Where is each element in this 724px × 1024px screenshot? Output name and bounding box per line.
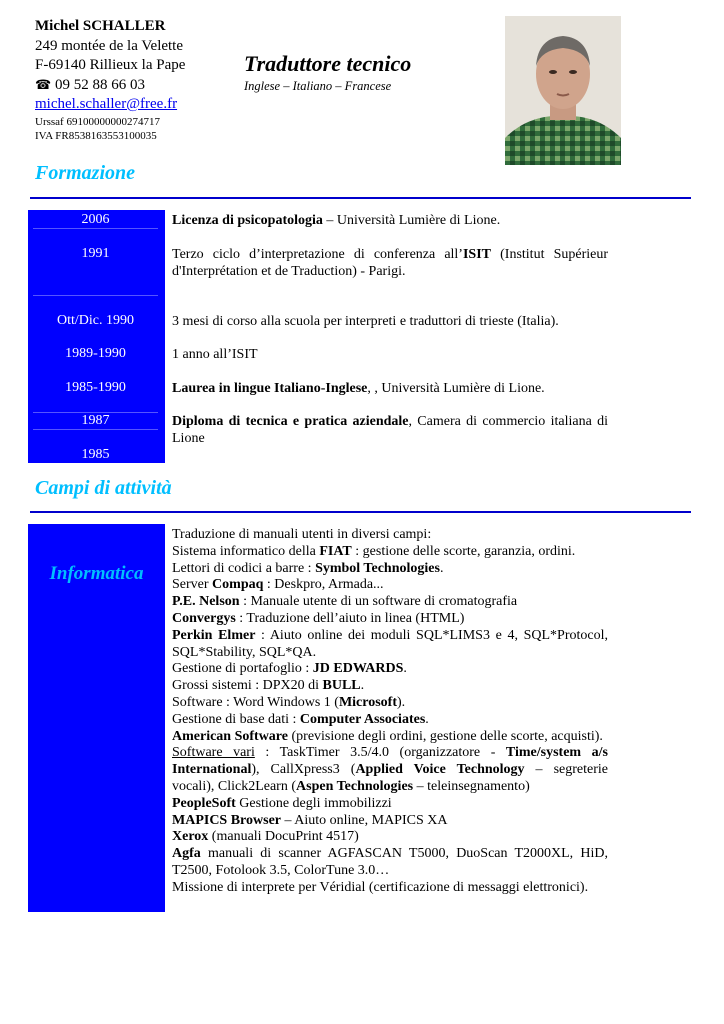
activity-text: : Deskpro, Armada...: [263, 577, 384, 593]
year-label: 1987: [81, 413, 110, 428]
section-heading-campi: Campi di attività: [35, 477, 172, 499]
activity-text: MAPICS Browser: [172, 812, 282, 828]
activity-text: Gestione di portafoglio :: [172, 661, 313, 677]
activity-text: Perkin Elmer: [172, 627, 256, 643]
activity-text: : Manuale utente di un software di cromatografia: [239, 594, 518, 610]
activity-text: .: [403, 661, 407, 677]
activities-list: [172, 527, 608, 897]
category-label: Informatica: [49, 563, 144, 584]
activity-line: [172, 611, 608, 628]
entry-bold: Licenza di psicopatologia: [172, 213, 323, 228]
activity-text: Traduzione di manuali utenti in diversi campi:: [172, 527, 432, 542]
activity-text: – teleinsegnamento): [413, 778, 530, 794]
address-line-1: 249 montée de la Velette: [35, 37, 184, 54]
activity-text: Microsoft: [338, 694, 398, 710]
activity-text: Compaq: [212, 577, 264, 593]
activity-text: Gestione di base dati :: [172, 711, 300, 727]
year-label: 2006: [81, 212, 110, 227]
entry-text: , , Università Lumière di Lione.: [367, 381, 545, 396]
section-heading-formazione: Formazione: [35, 162, 136, 184]
activity-text: FIAT: [319, 543, 352, 559]
activity-line: [172, 594, 608, 611]
entry-text: 1 anno all’ISIT: [172, 347, 258, 362]
activity-text: manuali di scanner AGFASCAN T5000, DuoScan T2000XL, HiD, T2500, Fotolook 3.5, ColorTune 3.0…: [172, 846, 608, 878]
activity-text: (previsione degli ordini, gestione delle scorte, acquisti).: [288, 728, 603, 744]
activity-line: [172, 729, 608, 746]
education-entry: [172, 413, 608, 447]
activity-text: Server: [172, 577, 213, 593]
email-link[interactable]: michel.schaller@free.fr: [35, 96, 178, 112]
entry-bold: ISIT: [462, 247, 492, 262]
education-entry: [172, 380, 608, 397]
activity-text: .: [360, 678, 365, 694]
activity-text: Applied Voice Technology: [355, 762, 525, 778]
activity-text: P.E. Nelson: [172, 594, 240, 610]
activity-text: : TaskTimer 3.5/4.0 (organizzatore -: [254, 745, 506, 761]
activity-line: [172, 880, 608, 897]
activity-line: [172, 628, 608, 662]
activity-text: Agfa: [172, 846, 201, 862]
activity-line: [172, 678, 608, 695]
activity-line: [172, 813, 608, 830]
activity-text: Gestione degli immobilizzi: [235, 795, 392, 811]
entry-text: , Camera di commercio italiana di Lione: [172, 414, 609, 446]
year-label: Ott/Dic. 1990: [57, 313, 134, 328]
activity-text: : Aiuto online dei moduli SQL*LIMS3 e 4, SQL*Protocol, SQL*Stability, SQL*QA.: [172, 627, 608, 660]
entry-bold: Diploma di tecnica e pratica aziendale: [172, 414, 409, 429]
activity-text: Software vari: [172, 745, 255, 761]
phone-icon: ☎: [35, 77, 52, 93]
activity-text: Software : Word Windows 1 (: [172, 694, 339, 710]
activity-text: .: [425, 711, 429, 727]
activity-text: Lettori di codici a barre :: [172, 560, 316, 576]
activity-text: ).: [397, 694, 406, 710]
year-label: 1985: [81, 447, 110, 462]
activity-line: [172, 695, 608, 712]
entry-text: Terzo ciclo d’interpretazione di conferenza all’: [172, 247, 463, 262]
activity-text: – segreterie vocali), Click2Learn (: [172, 762, 608, 794]
year-separator: [33, 295, 158, 296]
activity-text: JD EDWARDS: [312, 661, 404, 677]
year-label: 1985-1990: [65, 380, 126, 395]
activity-line: [172, 561, 608, 578]
activity-line: [172, 745, 608, 795]
year-label: 1991: [81, 246, 110, 261]
education-entry: [172, 212, 608, 229]
activity-line: [172, 577, 608, 594]
education-entry: [172, 246, 608, 280]
job-title: Traduttore tecnico: [244, 51, 412, 76]
activity-text: .: [439, 560, 444, 576]
education-entry: [172, 313, 608, 330]
activity-line: [172, 796, 608, 813]
urssaf-number: Urssaf 69100000000274717: [35, 115, 160, 128]
entry-text: 3 mesi di corso alla scuola per interpreti e traduttori di trieste (Italia).: [172, 314, 559, 329]
activity-text: : Traduzione dell’aiuto in linea (HTML): [235, 610, 465, 626]
activity-text: ), CallXpress3 (: [251, 762, 356, 778]
activity-text: Sistema informatico della: [172, 543, 320, 559]
section-divider: [30, 511, 691, 513]
phone-number: 09 52 88 66 03: [54, 76, 145, 93]
activity-text: Missione di interprete per Véridial (certificazione di messaggi elettronici).: [172, 879, 589, 895]
person-name: Michel SCHALLER: [35, 18, 166, 34]
entry-text: (Institut Supérieur d'Interprétation et de Traduction) - Parigi.: [172, 247, 608, 279]
activity-line: [172, 829, 608, 846]
activity-text: Grossi sistemi : DPX20 di: [172, 678, 323, 694]
year-label: 1989-1990: [65, 346, 126, 361]
activity-line: [172, 846, 608, 880]
activity-line: [172, 527, 608, 544]
activity-text: BULL: [322, 678, 361, 694]
year-separator: [33, 429, 158, 430]
activity-line: [172, 712, 608, 729]
activity-line: [172, 544, 608, 561]
year-separator: [33, 228, 158, 229]
activity-text: PeopleSoft: [172, 795, 236, 811]
entry-text: – Università Lumière di Lione.: [322, 213, 501, 228]
activity-text: Convergys: [172, 610, 236, 626]
address-line-2: F-69140 Rillieux la Pape: [35, 57, 186, 73]
activity-text: Xerox: [172, 829, 209, 845]
activity-text: (manuali DocuPrint 4517): [208, 829, 359, 845]
languages-subtitle: Inglese – Italiano – Francese: [244, 79, 392, 93]
activity-text: : gestione delle scorte, garanzia, ordini.: [351, 543, 576, 559]
activity-text: Aspen Technologies: [296, 778, 414, 794]
activity-line: [172, 661, 608, 678]
entry-bold: Laurea in lingue Italiano-Inglese: [172, 381, 368, 396]
activity-text: Symbol Technologies: [315, 560, 440, 576]
formazione-table: [0, 0, 724, 470]
education-entry: [172, 346, 608, 363]
activity-text: – Aiuto online, MAPICS XA: [281, 812, 448, 828]
activity-text: American Software: [172, 728, 288, 744]
activity-text: Computer Associates: [299, 711, 426, 727]
activity-text: Time/system a/s International: [172, 745, 608, 778]
vat-number: IVA FR8538163553100035: [35, 129, 157, 142]
